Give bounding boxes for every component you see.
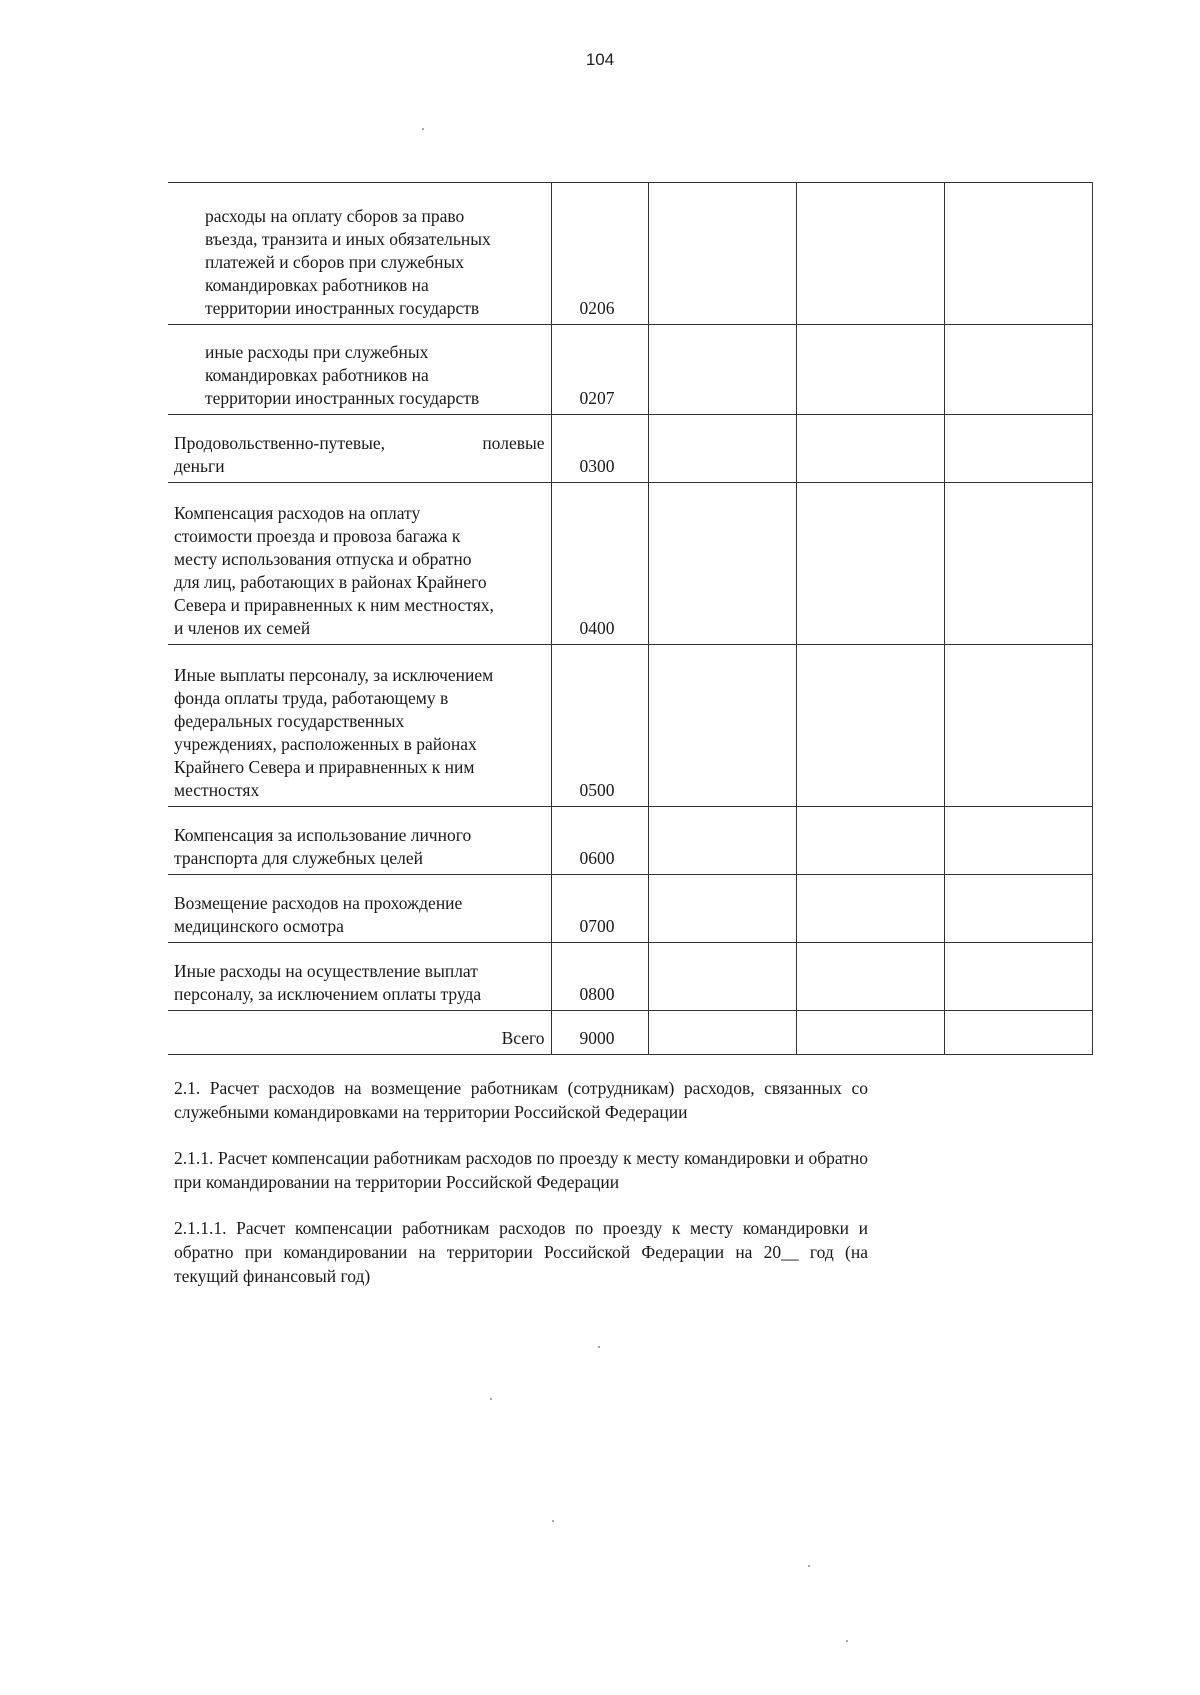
row-code: 0600 <box>551 807 648 875</box>
expenses-table <box>168 182 1093 1055</box>
row-code: 0800 <box>551 943 648 1011</box>
description-line: местностях <box>174 780 260 800</box>
value-cell <box>944 325 1092 415</box>
scan-speck <box>422 128 424 130</box>
row-description <box>168 875 551 943</box>
section-heading-2-1: 2.1. Расчет расходов на возмещение работникам (сотрудникам) расходов, связанных со служебными командировками на территории Российской Федерации <box>174 1078 868 1122</box>
scan-speck <box>598 1346 600 1348</box>
description-line: командировках работников на <box>205 365 429 385</box>
page-number: 104 <box>585 50 615 69</box>
description-line: медицинского осмотра <box>174 916 344 936</box>
description-line: для лиц, работающих в районах Крайнего <box>174 572 487 592</box>
table-row <box>168 483 1092 645</box>
value-cell <box>796 325 944 415</box>
value-cell <box>944 875 1092 943</box>
description-line: Иные выплаты персоналу, за исключением <box>174 665 494 685</box>
description-line: фонда оплаты труда, работающему в <box>174 688 449 708</box>
row-description <box>168 415 551 483</box>
value-cell <box>648 483 796 645</box>
scan-speck <box>808 1565 810 1567</box>
row-description <box>168 183 551 325</box>
total-code: 9000 <box>551 1011 648 1055</box>
table-total-row <box>168 1011 1092 1055</box>
table-row <box>168 875 1092 943</box>
description-line: Возмещение расходов на прохождение <box>174 893 463 913</box>
scan-speck <box>490 1398 492 1400</box>
row-description <box>168 807 551 875</box>
value-cell <box>648 943 796 1011</box>
description-line: Севера и приравненных к ним местностях, <box>174 595 494 615</box>
description-line: командировках работников на <box>205 275 429 295</box>
value-cell <box>796 645 944 807</box>
row-description <box>168 645 551 807</box>
description-line: Иные расходы на осуществление выплат <box>174 961 478 981</box>
row-code: 0700 <box>551 875 648 943</box>
value-cell <box>944 415 1092 483</box>
description-line: федеральных государственных <box>174 711 405 731</box>
value-cell <box>944 645 1092 807</box>
section-paragraphs <box>174 1076 868 1310</box>
value-cell <box>648 1011 796 1055</box>
description-line: транспорта для служебных целей <box>174 848 424 868</box>
description-line: Продовольственно-путевые, полевые <box>174 433 545 453</box>
row-code: 0300 <box>551 415 648 483</box>
value-cell <box>944 483 1092 645</box>
description-line: Компенсация за использование личного <box>174 825 472 845</box>
value-cell <box>944 943 1092 1011</box>
scan-speck <box>846 1640 848 1642</box>
description-line: деньги <box>174 456 225 476</box>
value-cell <box>796 183 944 325</box>
value-cell <box>796 807 944 875</box>
value-cell <box>648 645 796 807</box>
value-cell <box>944 807 1092 875</box>
description-line: и членов их семей <box>174 618 311 638</box>
description-line: учреждениях, расположенных в районах <box>174 734 477 754</box>
value-cell <box>648 807 796 875</box>
row-description <box>168 325 551 415</box>
value-cell <box>796 483 944 645</box>
description-line: платежей и сборов при служебных <box>205 252 464 272</box>
description-line: территории иностранных государств <box>205 388 480 408</box>
value-cell <box>944 1011 1092 1055</box>
section-heading-2-1-1-1: 2.1.1.1. Расчет компенсации работникам расходов по проезду к месту командировки и обратно при командировании на территории Российской Федерации на 20__ год (на текущий финансовый год) <box>174 1218 868 1286</box>
value-cell <box>648 325 796 415</box>
row-description <box>168 483 551 645</box>
section-heading-2-1-1: 2.1.1. Расчет компенсации работникам расходов по проезду к месту командировки и обратно при командировании на территории Российской Федерации <box>174 1148 868 1192</box>
row-code: 0206 <box>551 183 648 325</box>
row-code: 0400 <box>551 483 648 645</box>
value-cell <box>796 943 944 1011</box>
description-line: Компенсация расходов на оплату <box>174 503 421 523</box>
row-description <box>168 943 551 1011</box>
table-row <box>168 943 1092 1011</box>
description-line: въезда, транзита и иных обязательных <box>205 229 491 249</box>
description-line: стоимости проезда и провоза багажа к <box>174 526 461 546</box>
value-cell <box>796 415 944 483</box>
description-line: Крайнего Севера и приравненных к ним <box>174 757 475 777</box>
value-cell <box>944 183 1092 325</box>
description-line: расходы на оплату сборов за право <box>205 206 465 226</box>
row-code: 0207 <box>551 325 648 415</box>
scan-speck <box>552 1520 554 1522</box>
description-line: территории иностранных государств <box>205 298 480 318</box>
value-cell <box>796 875 944 943</box>
value-cell <box>648 183 796 325</box>
value-cell <box>796 1011 944 1055</box>
total-label: Всего <box>168 1011 551 1055</box>
table-row <box>168 807 1092 875</box>
table-row <box>168 415 1092 483</box>
row-code: 0500 <box>551 645 648 807</box>
table-row <box>168 645 1092 807</box>
value-cell <box>648 415 796 483</box>
value-cell <box>648 875 796 943</box>
description-line: персоналу, за исключением оплаты труда <box>174 984 482 1004</box>
description-line: месту использования отпуска и обратно <box>174 549 472 569</box>
table-row <box>168 183 1092 325</box>
description-line: иные расходы при служебных <box>205 342 429 362</box>
table-row <box>168 325 1092 415</box>
